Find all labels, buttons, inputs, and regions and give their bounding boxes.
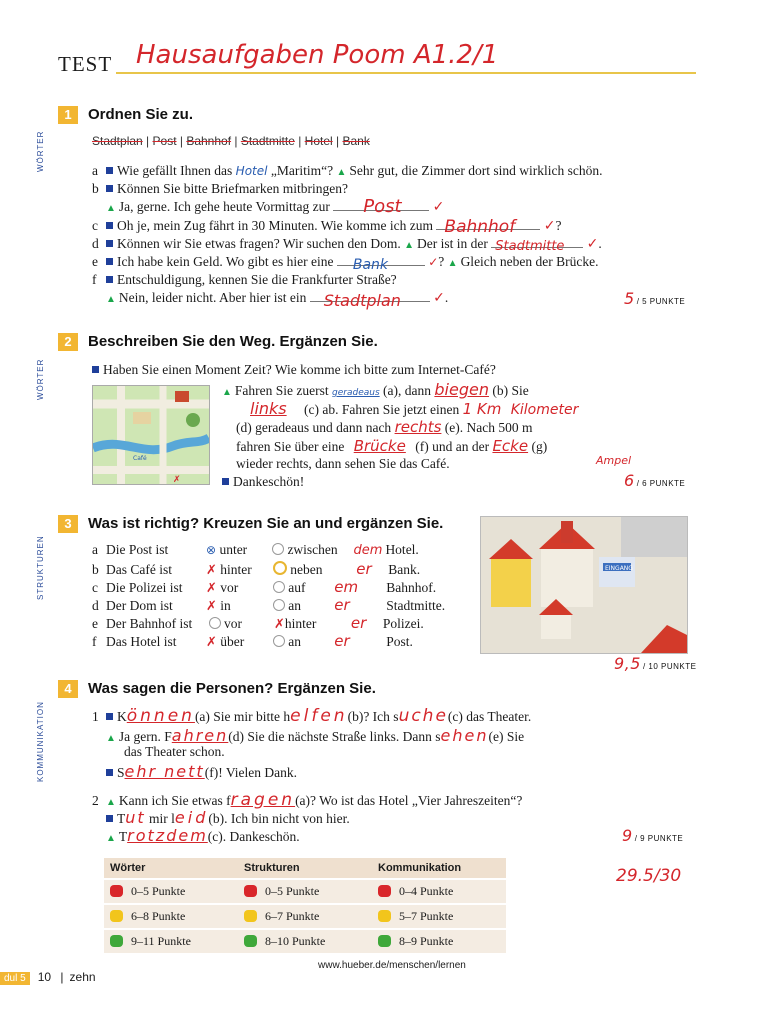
radio-option[interactable] [273,581,285,593]
section-3-score: 9,5 / 10 PUNKTE [614,654,697,673]
check-mark-icon: ✓ [428,255,439,269]
section-3-side-label: STRUKTUREN [36,535,45,600]
map-illustration [93,386,209,484]
cross-mark-icon[interactable]: ✗ [206,563,217,578]
exercise-1b: b Können Sie bitte Briefmarken mitbringen? [92,181,348,196]
section-4-title: Was sagen die Personen? Ergänzen Sie. [88,680,376,697]
dialogue-1-line-2: ▲ Ja gern. Fahren(d) Sie die nächste Straße links. Dann sehen(e) Sie [106,726,525,745]
word-bank: Stadtplan | Post | Bahnhof | Stadtmitte | Hotel | Bank [92,134,370,148]
exercise-2-thanks: Dankeschön! [222,474,304,490]
question-marker-icon [106,258,113,265]
radio-option[interactable] [273,635,285,647]
yellow-dot-icon [378,910,391,922]
legend-row: 0–5 Punkte 0–5 Punkte 0–4 Punkte [104,879,506,904]
handwritten-answer: 1 Km [462,400,502,418]
word-bank-item: Stadtplan [92,134,143,148]
question-marker-icon [106,713,113,720]
cross-mark-icon[interactable]: ✗ [206,581,217,596]
publisher-url: www.hueber.de/menschen/lernen [318,960,466,971]
legend-header: Strukturen [238,858,372,879]
exercise-3-row: d Der Dom ist ✗ in an er Stadtmitte. [92,596,446,614]
question-marker-icon [106,185,113,192]
handwritten-answer: geradeaus [332,388,380,398]
red-dot-icon [378,885,391,897]
section-1-title: Ordnen Sie zu. [88,106,194,123]
handwritten-answer: Stadtplan [323,291,401,310]
dialogue-2-line-2: Tut mir leid(b). Ich bin nicht von hier. [106,808,350,827]
handwritten-answer: Post [363,196,402,217]
answer-marker-icon: ▲ [106,203,116,214]
answer-marker-icon: ▲ [447,258,458,269]
section-4-side-label: KOMMUNIKATION [36,701,45,782]
exercise-1e: e Ich habe kein Geld. Wo gibt es hier eine Bank ✓? ▲ Gleich neben der Brücke. [92,254,599,273]
word-bank-item: Post [152,134,177,148]
word-bank-item: Bank [342,134,370,148]
question-marker-icon [106,167,113,174]
question-marker-icon [106,222,113,229]
exercise-3-row: c Die Polizei ist ✗ vor auf em Bahnhof. [92,578,437,596]
svg-text:Café: Café [133,455,147,462]
radio-option[interactable] [209,617,221,629]
answer-marker-icon: ▲ [106,797,116,808]
handwritten-answer: Stadtmitte [495,239,565,254]
question-marker-icon [222,478,229,485]
exercise-2-line3: (d) geradeaus und dann nach rechts (e). Nach 500 m [236,418,533,436]
test-label: TEST [58,52,113,76]
dialogue-1-line-3: das Theater schon. [124,744,225,759]
radio-option[interactable] [272,543,284,555]
exercise-2-line1: ▲ Fahren Sie zuerst geradeaus (a), dann biegen (b) Sie [222,380,529,399]
word-bank-item: Stadtmitte [240,134,295,148]
handwritten-correction: Kilometer [510,402,579,418]
exercise-2-line4: fahren Sie über eine Brücke (f) und an der Ecke (g) [236,437,548,455]
exercise-3-list [92,542,445,650]
answer-marker-icon: ▲ [404,240,415,251]
exercise-1b-answer: ▲ Ja, gerne. Ich gehe heute Vormittag zur Post ✓ [106,196,445,217]
exercise-2-line2: links (c) ab. Fahren Sie jetzt einen 1 Km Kilometer [236,399,578,418]
exercise-1c: c Oh je, mein Zug fährt in 30 Minuten. Wie komme ich zum Bahnhof ✓? [92,217,562,237]
section-2-side-label: WÖRTER [36,358,45,400]
radio-option[interactable] [273,599,285,611]
section-1-number: 1 [58,106,78,124]
section-3-title: Was ist richtig? Kreuzen Sie an und ergänzen Sie. [88,515,444,532]
answer-marker-icon: ▲ [336,167,347,178]
legend-row: 6–8 Punkte 6–7 Punkte 5–7 Punkte [104,904,506,929]
exercise-2-question: Haben Sie einen Moment Zeit? Wie komme ich bitte zum Internet-Café? [92,362,496,378]
legend-row: 9–11 Punkte 8–10 Punkte 8–9 Punkte [104,929,506,953]
check-mark-icon: ✓ [432,199,445,215]
section-4-score: 9 / 9 PUNKTE [622,826,684,845]
red-dot-icon [244,885,257,897]
section-2-number: 2 [58,333,78,351]
title-underline [116,72,696,74]
word-bank-item: Bahnhof [186,134,232,148]
section-2-score: 6 / 6 PUNKTE [624,471,686,490]
section-1-side-label: WÖRTER [36,130,45,172]
town-illustration [480,516,688,654]
word-bank-item: Hotel [304,134,333,148]
check-mark-icon: ✓ [543,218,556,234]
svg-text:✗: ✗ [173,475,181,484]
handwritten-answer: links [250,399,287,418]
dialogue-1-line-4: Sehr nett(f)! Vielen Dank. [106,762,297,781]
answer-marker-icon: ▲ [106,733,116,744]
handwritten-answer: biegen [434,380,489,399]
page-footer: dul 5 10 | zehn [0,970,96,985]
question-marker-icon [106,815,113,822]
exercise-3-row: e Der Bahnhof ist vor ✗hinter er Polizei. [92,614,424,632]
exercise-3-row: f Das Hotel ist ✗ über an er Post. [92,632,413,650]
handwritten-answer: Bahnhof [444,217,516,237]
score-legend-table [104,858,506,953]
handwritten-note: Ampel [596,454,632,467]
dialogue-2-line-3: ▲ Trotzdem(c). Dankeschön. [106,826,300,845]
section-3-number: 3 [58,515,78,533]
yellow-dot-icon [244,910,257,922]
question-marker-icon [106,276,113,283]
total-score-handwritten: 29.5/30 [616,866,682,886]
svg-text:EINGANG: EINGANG [605,565,633,572]
dialogue-1-line-1: 1 Können(a) Sie mir bitte helfen(b)? Ich suche(c) das Theater. [92,706,532,726]
handwritten-answer: Ecke [492,437,529,455]
exercise-1d: d Können wir Sie etwas fragen? Wir suchen den Dom. ▲ Der ist in der Stadtmitte ✓. [92,236,602,254]
exercise-1f: f Entschuldigung, kennen Sie die Frankfurter Straße? [92,272,397,287]
question-marker-icon [106,240,113,247]
module-tab: dul 5 [0,972,30,985]
checked-radio-icon[interactable]: ⊗ [206,543,217,557]
handwritten-answer: rechts [394,418,442,436]
handwritten-answer: Hotel [235,164,268,178]
radio-option[interactable] [273,561,287,575]
exercise-1a: a Wie gefällt Ihnen das Hotel „Maritim“? ▲ Sehr gut, die Zimmer dort sind wirklich schön. [92,163,603,178]
green-dot-icon [378,935,391,947]
legend-header: Kommunikation [372,858,506,879]
page-number-word: zehn [69,970,96,984]
exercise-3-row: b Das Café ist ✗ hinter neben er Bank. [92,560,421,578]
legend-header: Wörter [104,858,238,879]
green-dot-icon [110,935,123,947]
answer-marker-icon: ▲ [106,833,116,844]
exercise-1f-answer: ▲ Nein, leider nicht. Aber hier ist ein Stadtplan ✓. [106,290,449,310]
answer-marker-icon: ▲ [222,387,232,398]
cross-mark-icon[interactable]: ✗ [274,617,285,632]
question-marker-icon [92,366,99,373]
cross-mark-icon[interactable]: ✗ [206,635,217,650]
exercise-2-line5: wieder rechts, dann sehen Sie das Café. [236,456,450,471]
handwritten-answer: Brücke [353,437,406,455]
town-scene [481,517,687,653]
yellow-dot-icon [110,910,123,922]
section-4-number: 4 [58,680,78,698]
question-marker-icon [106,769,113,776]
cross-mark-icon[interactable]: ✗ [206,599,217,614]
dialogue-2-line-1: 2 ▲ Kann ich Sie etwas fragen(a)? Wo ist das Hotel „Vier Jahreszeiten“? [92,790,523,810]
check-mark-icon: ✓ [433,290,445,306]
route-map [92,385,210,485]
green-dot-icon [244,935,257,947]
page-number: 10 [37,970,52,984]
section-1-score: 5 / 5 PUNKTE [624,289,686,308]
handwritten-answer: Bank [352,257,389,273]
answer-marker-icon: ▲ [106,294,116,305]
exercise-3-row: a Die Post ist ⊗ unter zwischen dem Hotel. [92,542,419,558]
check-mark-icon: ✓ [586,236,599,252]
handwritten-title: Hausaufgaben Poom A1.2/1 [136,40,499,70]
section-2-title: Beschreiben Sie den Weg. Ergänzen Sie. [88,333,378,350]
red-dot-icon [110,885,123,897]
